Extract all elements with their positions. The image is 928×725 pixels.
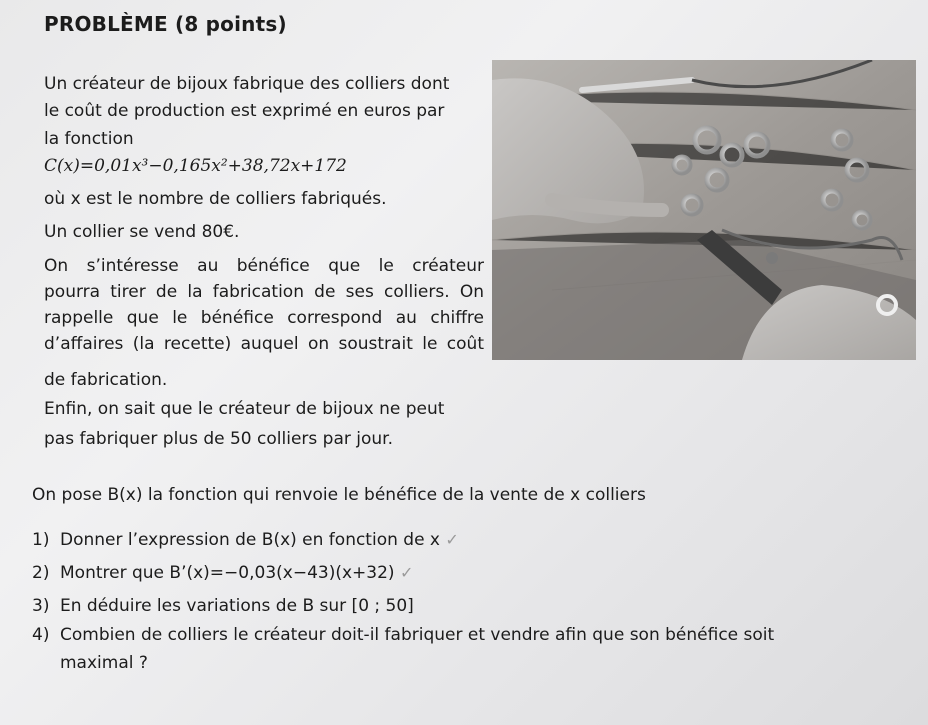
intro-line-10: d’affaires (la recette) auquel on soustrait le coût: [44, 334, 484, 354]
question-number: 1): [32, 530, 50, 550]
question-3: [32, 598, 414, 615]
intro-line-3: la fonction: [44, 129, 134, 149]
question-text: Montrer que B’(x)=−0,03(x−43)(x+32): [60, 563, 395, 583]
question-4-continued: [60, 655, 148, 672]
intro-line-12: Enfin, on sait que le créateur de bijoux ne peut: [44, 399, 445, 419]
question-2: [32, 565, 413, 582]
intro-line-1: Un créateur de bijoux fabrique des colliers dont: [44, 74, 450, 94]
intro-line-2: le coût de production est exprimé en euros par: [44, 101, 445, 121]
question-number: 2): [32, 563, 50, 583]
question-text: En déduire les variations de B sur [0 ; 50]: [60, 596, 414, 616]
question-text: maximal ?: [60, 653, 148, 673]
price-line: Un collier se vend 80€.: [44, 222, 240, 242]
jewelry-photo-svg: [492, 60, 916, 360]
question-4: [32, 627, 774, 644]
question-text: Donner l’expression de B(x) en fonction de x: [60, 530, 440, 550]
intro-line-5: où x est le nombre de colliers fabriqués.: [44, 189, 387, 209]
intro-line-11: de fabrication.: [44, 370, 168, 390]
checkmark-icon: ✓: [399, 563, 414, 582]
intro-line-8: pourra tirer de la fabrication de ses colliers. On: [44, 282, 484, 302]
bead: [766, 252, 778, 264]
question-number: 4): [32, 625, 50, 645]
question-1: [32, 532, 459, 549]
intro-line-13: pas fabriquer plus de 50 colliers par jour.: [44, 429, 393, 449]
intro-line-9: rappelle que le bénéfice correspond au chiffre: [44, 308, 484, 328]
question-number: 3): [32, 596, 50, 616]
problem-title: PROBLÈME (8 points): [44, 12, 287, 36]
question-text: Combien de colliers le créateur doit-il fabriquer et vendre afin que son bénéfice soit: [60, 625, 775, 645]
pose-line: On pose B(x) la fonction qui renvoie le bénéfice de la vente de x colliers: [32, 485, 646, 505]
jewelry-making-photo: [492, 60, 916, 360]
intro-line-7: On s’intéresse au bénéfice que le créateur: [44, 256, 484, 276]
cost-formula: C(x)=0,01x³−0,165x²+38,72x+172: [44, 156, 347, 176]
checkmark-icon: ✓: [445, 530, 459, 549]
